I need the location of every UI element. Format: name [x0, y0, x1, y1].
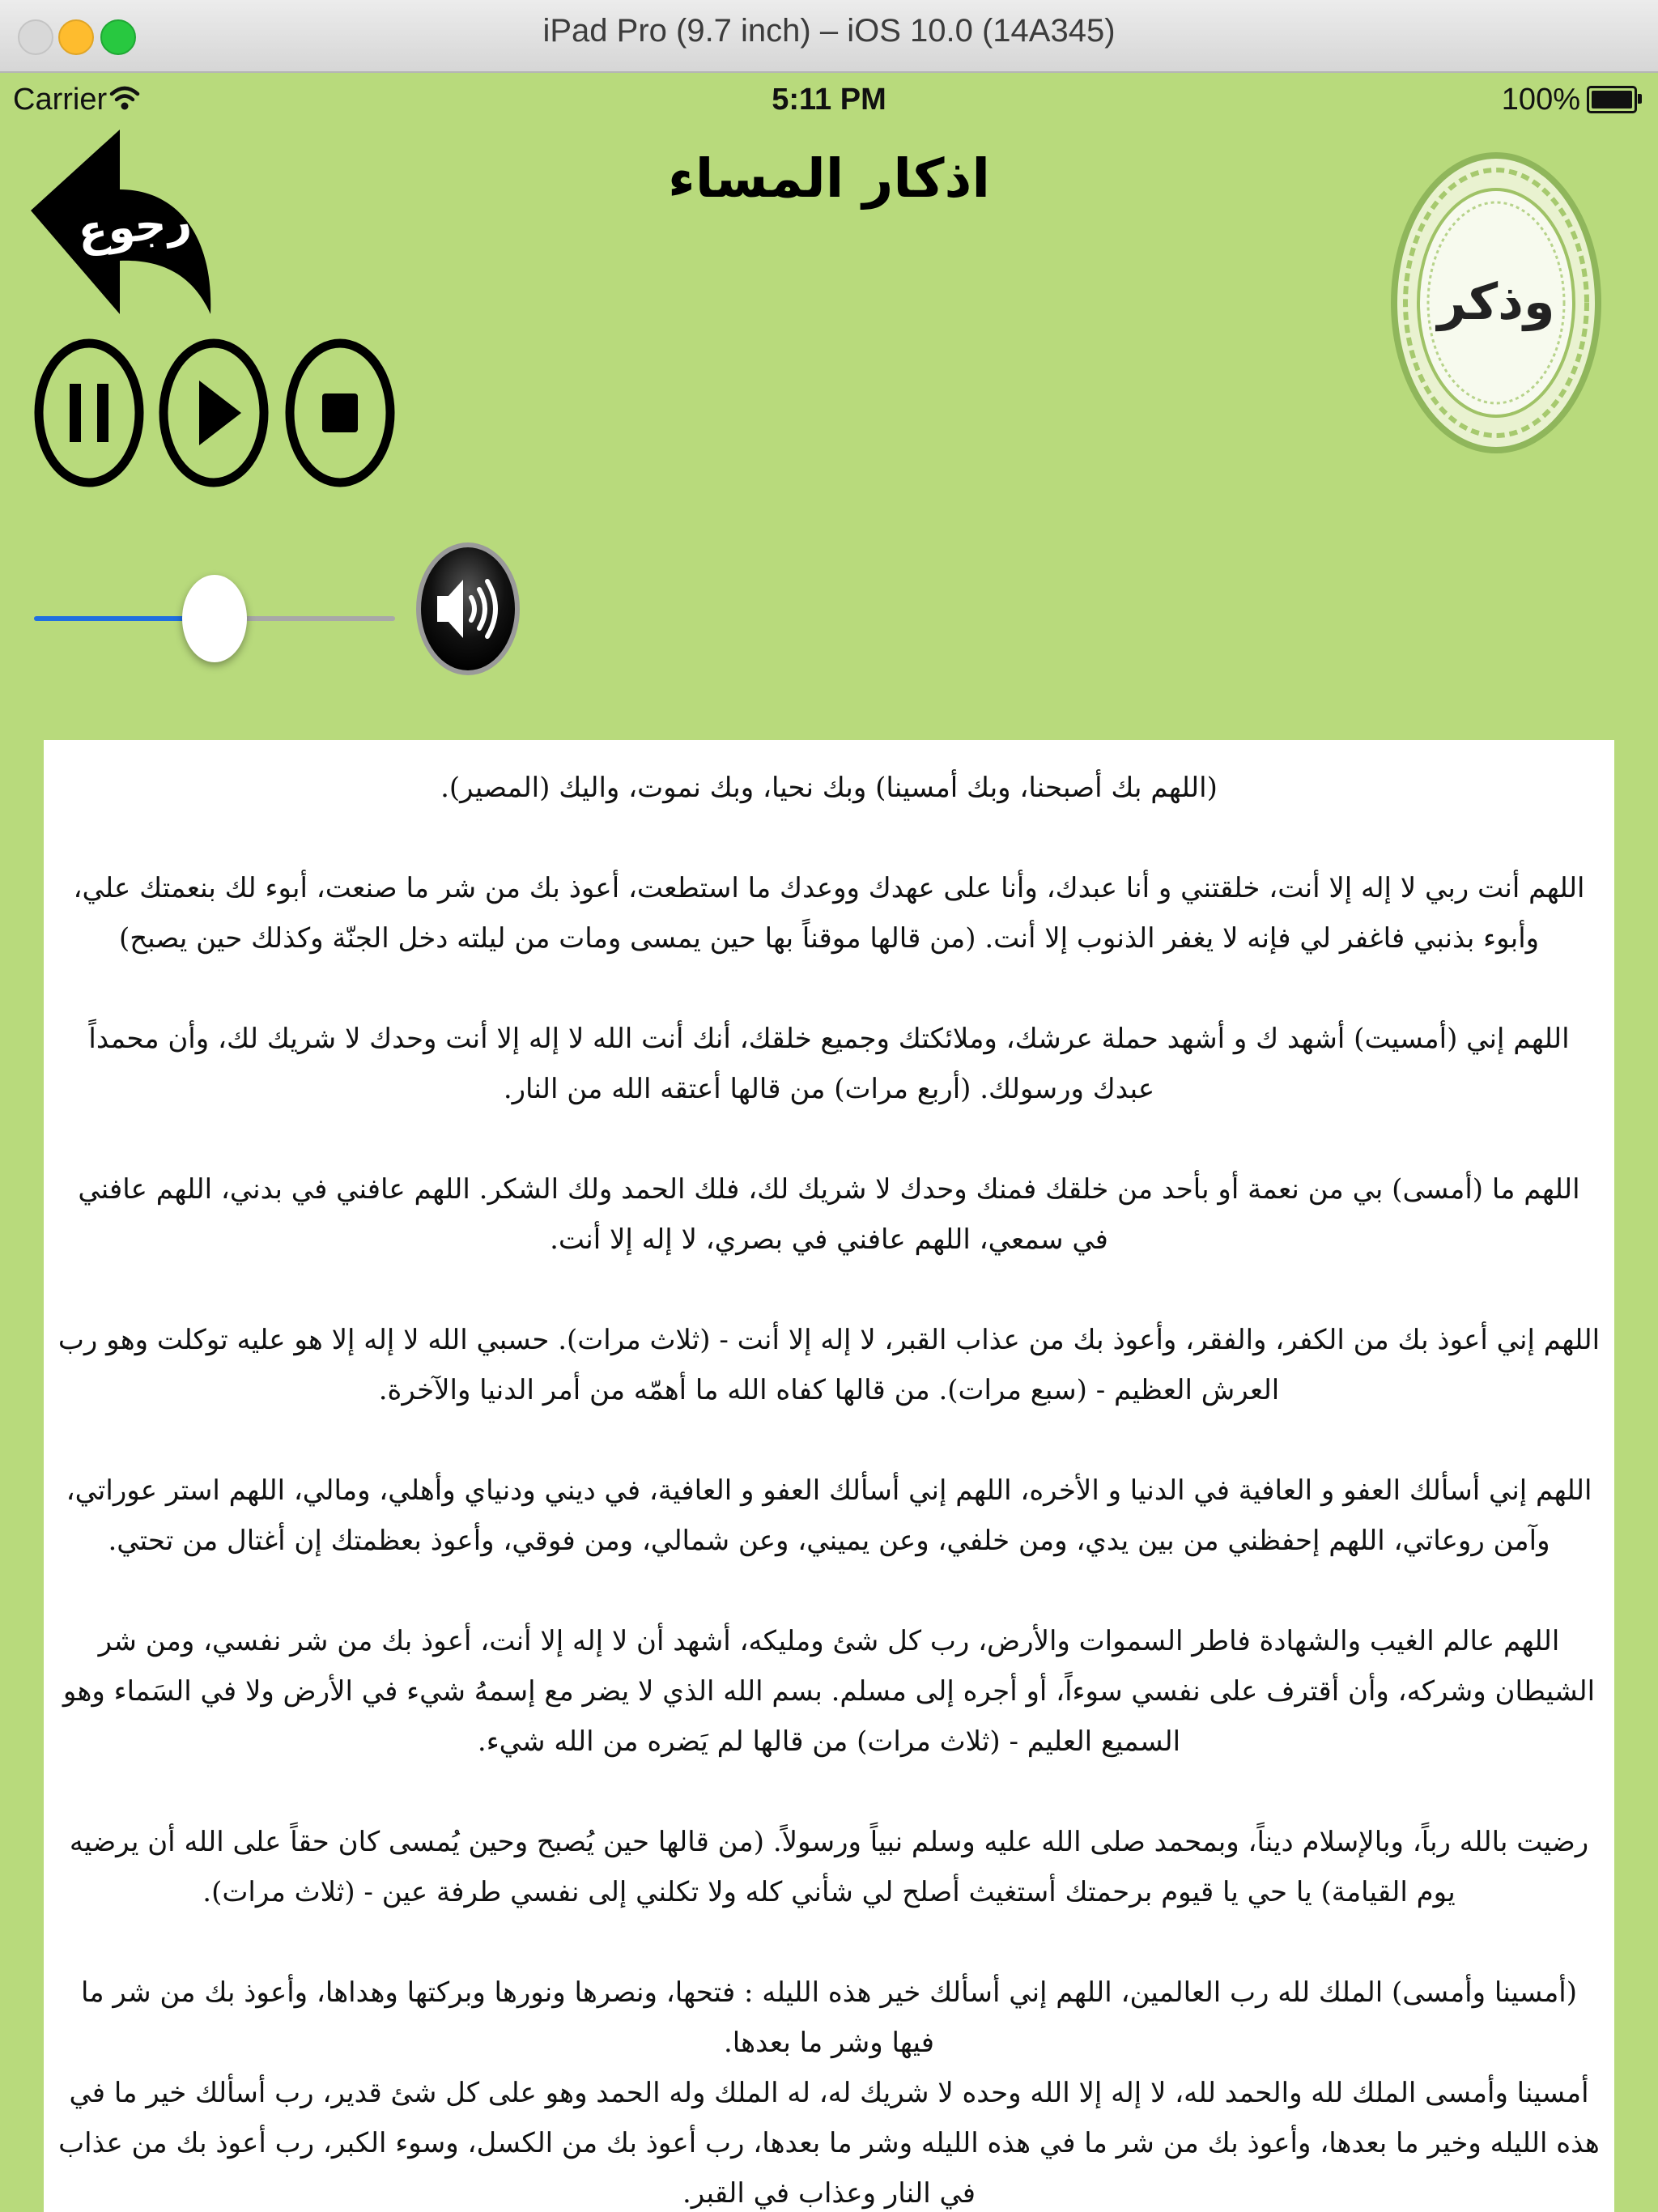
play-button[interactable]	[159, 338, 269, 487]
adhkar-paragraph: اللهم إني أسألك العفو و العافية في الدنيا و الأخره، اللهم إني أسألك العفو و العافية، في ديني ودنياي وأهلي، ومالي، اللهم استر عوراتي، وآمن روعاتي، اللهم إحفظني من بين يدي، ومن خلفي، وعن يميني، وعن شمالي، ومن فوقي، وأعوذ بعظمتك إن أغتال من تحتي.	[66, 1474, 1592, 1557]
window-title: iPad Pro (9.7 inch) – iOS 10.0 (14A345)	[542, 13, 1116, 49]
battery-percentage: 100%	[1501, 83, 1580, 117]
window-title-bar	[0, 0, 1658, 73]
volume-slider-thumb[interactable]	[182, 575, 247, 662]
back-button[interactable]	[31, 130, 217, 316]
stop-icon	[285, 338, 395, 487]
adhkar-paragraph: (اللهم بك أصبحنا، وبك أمسينا) وبك نحيا، وبك نموت، واليك (المصير).	[440, 772, 1218, 804]
carrier-label: Carrier	[13, 83, 108, 117]
speaker-icon	[413, 539, 523, 678]
volume-slider[interactable]	[34, 599, 395, 638]
app-logo	[1389, 144, 1603, 453]
adhkar-paragraphs	[44, 740, 1614, 2212]
adhkar-paragraph: اللهم إني أعوذ بك من الكفر، والفقر، وأعوذ بك من عذاب القبر، لا إله إلا أنت - (ثلاث مرات). حسبي الله لا إله إلا هو عليه توكلت وهو رب العرش العظيم - (سبع مرات). من قالها كفاه الله ما أهمّه من أمر الدنيا والآخرة.	[57, 1324, 1601, 1406]
back-button-label: رجوع	[74, 194, 194, 258]
status-time: 5:11 PM	[772, 83, 886, 117]
pause-icon	[34, 338, 144, 487]
pause-button[interactable]	[34, 338, 144, 487]
page-title: اذكار المساء	[668, 147, 990, 210]
logo-text: وذكر	[1437, 272, 1555, 331]
play-icon	[159, 338, 269, 487]
adhkar-text-view[interactable]	[44, 740, 1614, 2212]
adhkar-paragraph: اللهم ما (أمسى) بي من نعمة أو بأحد من خلقك فمنك وحدك لا شريك لك، فلك الحمد ولك الشكر. اللهم عافني في بدني، اللهم عافني في سمعي، اللهم عافني في بصري، لا إله إلا أنت.	[78, 1173, 1580, 1256]
stop-button[interactable]	[285, 338, 395, 487]
adhkar-paragraph: أمسينا وأمسى الملك لله والحمد لله، لا إله إلا الله وحده لا شريك له، له الملك وله الحمد وهو على كل شئ قدير، رب أسألك خير ما في هذه الليله وخير ما بعدها، وأعوذ بك من شر ما في هذه الليله وشر ما بعدها، رب أعوذ بك من الكسل، وسوء الكبر، رب أعوذ بك من عذاب في النار وعذاب في القبر.	[58, 2077, 1600, 2210]
status-bar	[0, 73, 1658, 126]
adhkar-paragraph: اللهم أنت ربي لا إله إلا أنت، خلقتني و أنا عبدك، وأنا على عهدك ووعدك ما استطعت، أعوذ بك من شر ما صنعت، أبوء لك بنعمتك علي، وأبوء بذنبي فاغفر لي فإنه لا يغفر الذنوب إلا أنت. (من قالها موقناً بها حين يمسى ومات من ليلته دخل الجنّة وكذلك حين يصبح)	[73, 872, 1585, 955]
adhkar-paragraph: اللهم عالم الغيب والشهادة فاطر السموات والأرض، رب كل شئ ومليكه، أشهد أن لا إله إلا أنت، أعوذ بك من شر نفسي، ومن شر الشيطان وشركه، وأن أقترف على نفسي سوءاً، أو أجره إلى مسلم. بسم الله الذي لا يضر مع إسمهُ شيء في الأرض ولا في السَماء وهو السميع العليم - (ثلاث مرات) من قالها لم يَضره من الله شيء.	[62, 1625, 1596, 1758]
adhkar-paragraph: (أمسينا وأمسى) الملك لله رب العالمين، اللهم إني أسألك خير هذه الليله : فتحها، ونصرها ونورها وبركتها وهداها، وأعوذ بك من شر ما فيها وشر ما بعدها.	[80, 1976, 1577, 2059]
adhkar-paragraph: رضيت بالله رباً، وبالإسلام ديناً، وبمحمد صلى الله عليه وسلم نبياً ورسولاً. (من قالها حين يُصبح وحين يُمسى كان حقاً على الله أن يرضيه يوم القيامة) يا حي يا قيوم برحمتك أستغيث أصلح لي شأني كله ولا تكلني إلى نفسي طرفة عين - (ثلاث مرات).	[69, 1826, 1589, 1908]
battery-icon	[1587, 86, 1637, 113]
volume-button[interactable]	[413, 539, 523, 678]
adhkar-paragraph: اللهم إني (أمسيت) أشهد ك و أشهد حملة عرشك، وملائكتك وجميع خلقك، أنك أنت الله لا إله إلا أنت وحدك لا شريك لك، وأن محمداً عبدك ورسولك. (أربع مرات) من قالها أعتقه الله من النار.	[88, 1023, 1570, 1105]
